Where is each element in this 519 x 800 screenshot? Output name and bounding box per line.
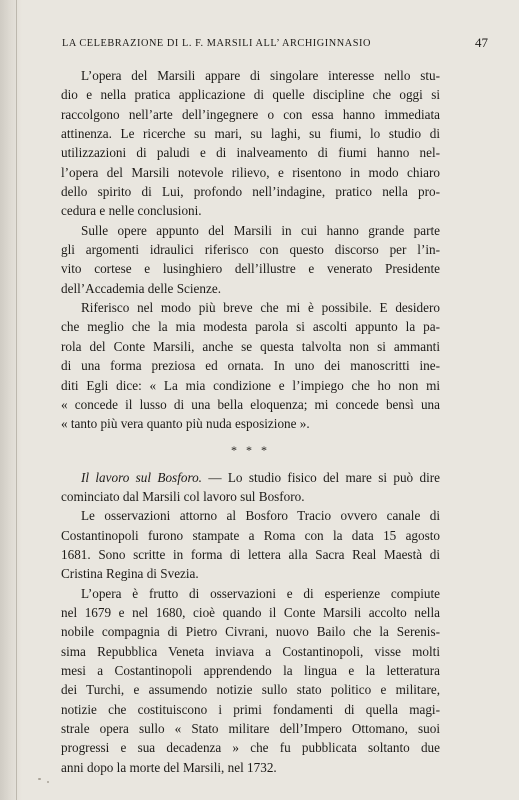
- text-line: Sulle opere appunto del Marsili in cui hanno grande parte: [81, 222, 440, 238]
- section-separator: * * *: [231, 442, 270, 457]
- text-line: notizie che costituiscono i primi fondamenti di quella magi-: [61, 701, 440, 717]
- text-line: utilizzazioni di paludi e di inalveamento di fiumi hanno nel-: [61, 145, 440, 161]
- section-title: Il lavoro sul Bosforo.: [81, 469, 202, 485]
- text-line: progressi e sua decadenza » che fu pubblicata soltanto due: [61, 740, 440, 756]
- text-line: « concede il lusso di una bella eloquenza; mi concede bensì una: [61, 396, 440, 412]
- text-line: Riferisco nel modo più breve che mi è possibile. E desidero: [81, 300, 440, 316]
- text-line: cominciato dal Marsili col lavoro sul Bosforo.: [61, 488, 305, 504]
- text-line: anni dopo la morte del Marsili, nel 1732.: [61, 759, 277, 775]
- paragraph-3: [61, 298, 440, 433]
- page-header: [62, 35, 488, 52]
- section-paragraph: [61, 468, 440, 507]
- text-line: mesi a Costantinopoli apprendendo la lingua e la letteratura: [61, 662, 440, 678]
- text-line: Costantinopoli furono stampate a Roma con la data 15 agosto: [61, 527, 440, 543]
- text-line: attinenza. Le ricerche su mari, su laghi, su fiumi, lo studio di: [61, 126, 440, 142]
- text-line: « tanto più vera quanto più nuda esposizione ».: [61, 416, 310, 432]
- text-line: 1681. Sono scritte in forma di lettera alla Sacra Real Maestà di: [61, 546, 440, 562]
- paper-speck: [38, 778, 41, 780]
- text-line: Cristina Regina di Svezia.: [61, 566, 199, 582]
- text-line: L’opera del Marsili appare di singolare interesse nello stu-: [81, 68, 440, 83]
- text-line: [61, 468, 440, 487]
- text-line: strale opera sullo « Stato militare dell’Impero Ottomano, suoi: [61, 721, 440, 736]
- text-line: rola del Conte Marsili, anche se questa talvolta non si ammanti: [61, 338, 440, 354]
- text-line: L’opera è frutto di osservazioni e di esperienze compiute: [81, 585, 440, 601]
- text-line: che meglio che la mia modesta parola si ascolti appunto la pa-: [61, 319, 440, 335]
- page-body: [61, 66, 440, 777]
- text-line: dio e nella pratica applicazione di quelle discipline che oggi si: [61, 87, 440, 103]
- text-line: dello spirito di Lui, profondo nell’indagine, pratico nella pro-: [61, 184, 440, 200]
- text-line: vito cortese e lusinghiero dell’illustre e venerato Presidente: [61, 261, 440, 277]
- text-line: diti Egli dice: « La mia condizione e l’impiego che ho non mi: [61, 377, 440, 393]
- text-line: nel 1679 e nel 1680, cioè quando il Conte Marsili accolto nella: [61, 604, 440, 620]
- text-line: raccolgono nell’arte dell’ingegnere o con essa hanno immediata: [61, 106, 440, 122]
- text-line: gli argomenti idraulici riferisco con questo discorso per l’in-: [61, 242, 440, 258]
- section-first-line: — Lo studio fisico del mare si può dire: [201, 469, 440, 485]
- text-line: nobile compagnia di Pietro Civrani, nuovo Bailo che la Serenis-: [61, 624, 440, 640]
- paragraph-2: [61, 221, 440, 298]
- text-line: l’opera del Marsili notevole rilievo, e risentono in modo chiaro: [61, 164, 440, 180]
- text-line: cedura e nelle conclusioni.: [61, 203, 202, 219]
- text-line: di una forma preziosa ed ornata. In uno dei manoscritti ine-: [61, 358, 440, 374]
- text-line: Le osservazioni attorno al Bosforo Tracio ovvero canale di: [81, 508, 440, 524]
- paper-speck: [47, 781, 49, 783]
- page-number: 47: [475, 35, 488, 50]
- text-line: sima Repubblica Veneta inviava a Costantinopoli, visse molti: [61, 643, 440, 659]
- paragraph-5: [61, 584, 440, 777]
- paragraph-1: [61, 66, 440, 221]
- running-head: LA CELEBRAZIONE DI L. F. MARSILI ALL’ ARCHIGINNASIO: [62, 38, 371, 49]
- text-line: dell’Accademia delle Scienze.: [61, 280, 221, 296]
- paragraph-4: [61, 506, 440, 583]
- text-line: dei Turchi, e assumendo notizie sullo stato politico e militare,: [61, 682, 440, 698]
- book-gutter: [0, 0, 22, 800]
